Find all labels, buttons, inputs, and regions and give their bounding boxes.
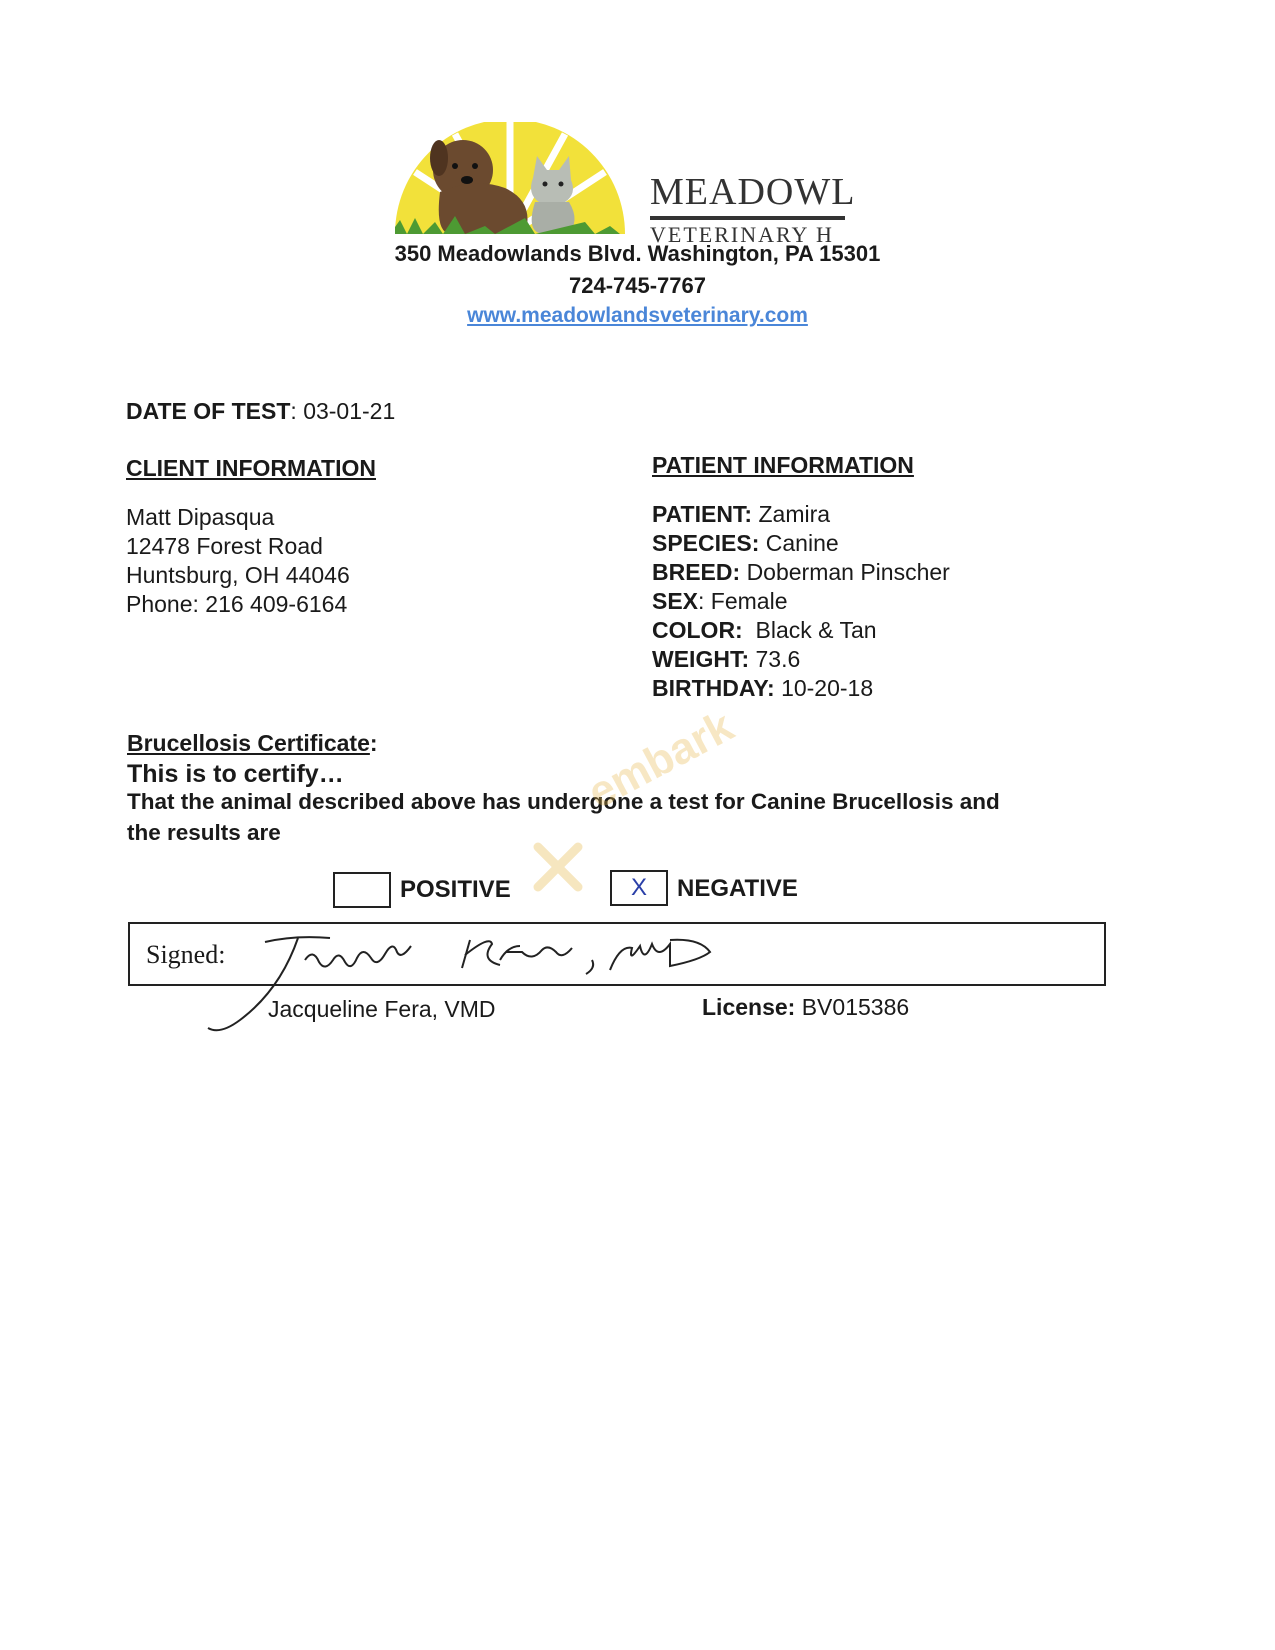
license-value: BV015386 (801, 994, 910, 1020)
client-info-block (126, 503, 350, 619)
patient-info-block (652, 500, 950, 703)
positive-checkbox[interactable] (333, 872, 391, 908)
clinic-phone: 724-745-7767 (568, 273, 706, 298)
client-phone: Phone: 216 409-6164 (126, 591, 348, 617)
client-info-heading: CLIENT INFORMATION (126, 455, 376, 481)
logo-rule (650, 216, 845, 220)
negative-mark: X (630, 874, 647, 901)
positive-label: POSITIVE (400, 876, 511, 903)
signed-label: Signed: (146, 940, 226, 969)
patient-info-heading: PATIENT INFORMATION (652, 452, 914, 478)
clinic-address: 350 Meadowlands Blvd. Washington, PA 15301 (394, 241, 881, 266)
client-city: Huntsburg, OH 44046 (126, 562, 350, 588)
patient-field-name: PATIENT: Zamira (652, 501, 831, 527)
patient-field-species: SPECIES: Canine (652, 530, 839, 556)
patient-field-sex: SEX: Female (652, 588, 788, 614)
patient-field-breed: BREED: Doberman Pinscher (652, 559, 950, 585)
certificate-statement-line1: That the animal described above has undergone a test for Canine Brucellosis and (127, 789, 1000, 814)
test-date: DATE OF TEST: 03-01-21 (126, 398, 396, 424)
logo-wordmark (650, 170, 855, 248)
negative-checkbox[interactable] (610, 870, 668, 906)
test-date-label: DATE OF TEST (126, 398, 291, 424)
license-line (702, 994, 909, 1021)
patient-field-birthday: BIRTHDAY: 10-20-18 (652, 675, 874, 701)
logo-subtitle: VETERINARY H (650, 222, 834, 247)
negative-label: NEGATIVE (677, 875, 798, 902)
certify-line: This is to certify… (127, 760, 344, 788)
handwritten-signature (200, 930, 740, 1040)
patient-field-color: COLOR: Black & Tan (652, 617, 877, 643)
certificate-heading: Brucellosis Certificate: (127, 730, 378, 756)
signature-scribble-icon (200, 930, 740, 1040)
logo-title: MEADOWL (650, 171, 856, 213)
test-date-value: 03-01-21 (303, 398, 396, 424)
signer-name: Jacqueline Fera, VMD (268, 996, 496, 1022)
patient-field-weight: WEIGHT: 73.6 (652, 646, 801, 672)
license-label: License: (702, 994, 796, 1020)
client-street: 12478 Forest Road (126, 533, 323, 559)
clinic-website-link[interactable]: www.meadowlandsveterinary.com (467, 304, 808, 327)
certificate-statement-line2: the results are (127, 820, 281, 845)
client-name: Matt Dipasqua (126, 504, 275, 530)
watermark-text: embark (580, 701, 742, 819)
